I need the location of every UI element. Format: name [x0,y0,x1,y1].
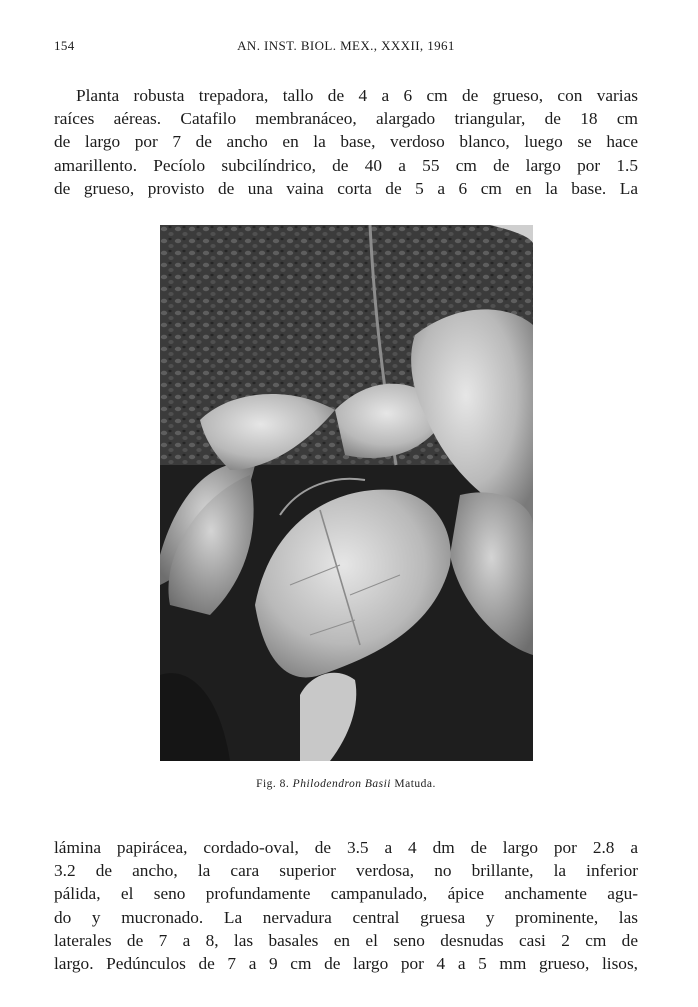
paragraph-description-bottom [54,836,638,975]
paragraph-description-top [54,84,638,200]
text-line: raíces aéreas. Catafilo membranáceo, alargado triangular, de 18 cm [54,109,638,129]
text-line: amarillento. Pecíolo subcilíndrico, de 40 a 55 cm de largo por 1.5 [54,155,638,175]
text-line: largo. Pedúnculos de 7 a 9 cm de largo por 4 a 5 mm grueso, lisos, [54,954,638,974]
figure-caption [54,778,638,790]
page-number: 154 [54,38,75,53]
text-line: de grueso, provisto de una vaina corta de 5 a 6 cm en la base. La [54,178,638,198]
text-line: 3.2 de ancho, la cara superior verdosa, no brillante, la inferior [54,861,638,881]
running-head: AN. INST. BIOL. MEX., XXXII, 1961 [237,38,455,53]
text-line: Planta robusta trepadora, tallo de 4 a 6 cm de grueso, con varias [76,86,638,105]
plant-photograph [160,225,533,761]
text-line: do y mucronado. La nervadura central gruesa y prominente, las [54,907,638,927]
text-line: pálida, el seno profundamente campanulado, ápice anchamente agu- [54,884,638,904]
text-line: de largo por 7 de ancho en la base, verdoso blanco, luego se hace [54,132,638,152]
text-line: laterales de 7 a 8, las basales en el seno desnudas casi 2 cm de [54,930,638,950]
figure-photo [160,225,533,761]
caption-author: Matuda. [394,778,436,790]
caption-species: Philodendron Basii [292,778,392,790]
caption-label: Fig. 8. [256,778,290,790]
text-line: lámina papirácea, cordado-oval, de 3.5 a 4 dm de largo por 2.8 a [54,838,638,857]
page-header [54,38,638,58]
